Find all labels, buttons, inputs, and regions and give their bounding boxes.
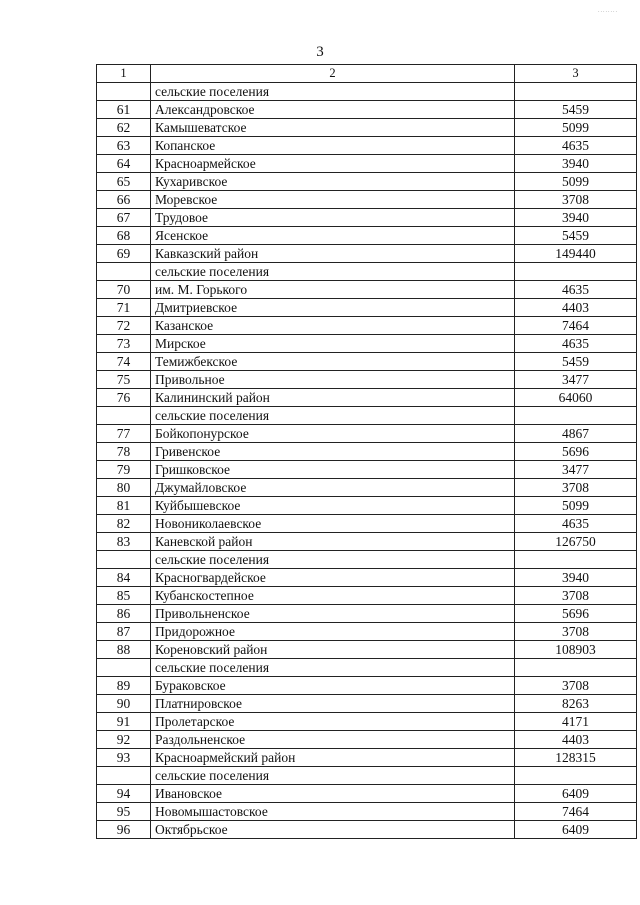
row-value: 5696	[515, 443, 637, 461]
row-number: 69	[97, 245, 151, 263]
row-value: 4635	[515, 335, 637, 353]
row-number: 64	[97, 155, 151, 173]
row-value	[515, 83, 637, 101]
row-name: Раздольненское	[151, 731, 515, 749]
row-name: Камышеватское	[151, 119, 515, 137]
table-row	[97, 299, 637, 317]
row-number	[97, 551, 151, 569]
row-number: 82	[97, 515, 151, 533]
row-value: 4867	[515, 425, 637, 443]
table-row	[97, 677, 637, 695]
table-row	[97, 227, 637, 245]
row-value: 3708	[515, 191, 637, 209]
row-value: 3708	[515, 587, 637, 605]
table-row	[97, 767, 637, 785]
row-name: Новомышастовское	[151, 803, 515, 821]
row-name: Каневской район	[151, 533, 515, 551]
row-number: 84	[97, 569, 151, 587]
row-name: Джумайловское	[151, 479, 515, 497]
table-row	[97, 659, 637, 677]
row-name: Привольненское	[151, 605, 515, 623]
row-name: Платнировское	[151, 695, 515, 713]
data-table	[96, 64, 637, 839]
row-value: 8263	[515, 695, 637, 713]
row-number: 85	[97, 587, 151, 605]
row-name: Ивановское	[151, 785, 515, 803]
table-row	[97, 281, 637, 299]
row-value: 6409	[515, 785, 637, 803]
row-value: 64060	[515, 389, 637, 407]
row-number: 79	[97, 461, 151, 479]
row-number: 91	[97, 713, 151, 731]
row-name: им. М. Горького	[151, 281, 515, 299]
row-value: 3708	[515, 623, 637, 641]
header-cell-1: 1	[97, 65, 151, 83]
table-row	[97, 515, 637, 533]
table-row	[97, 353, 637, 371]
table-row	[97, 371, 637, 389]
row-number: 94	[97, 785, 151, 803]
row-value: 108903	[515, 641, 637, 659]
row-value: 5459	[515, 101, 637, 119]
row-name: сельские поселения	[151, 767, 515, 785]
row-number: 73	[97, 335, 151, 353]
table-row	[97, 245, 637, 263]
row-value: 126750	[515, 533, 637, 551]
row-value	[515, 767, 637, 785]
row-number	[97, 407, 151, 425]
row-number: 96	[97, 821, 151, 839]
row-name: Дмитриевское	[151, 299, 515, 317]
row-number: 65	[97, 173, 151, 191]
table-row	[97, 605, 637, 623]
row-number: 61	[97, 101, 151, 119]
row-number: 71	[97, 299, 151, 317]
table-row	[97, 533, 637, 551]
row-name: сельские поселения	[151, 551, 515, 569]
row-value: 128315	[515, 749, 637, 767]
row-number: 70	[97, 281, 151, 299]
row-value: 3477	[515, 371, 637, 389]
table-row	[97, 623, 637, 641]
row-number: 76	[97, 389, 151, 407]
row-number: 87	[97, 623, 151, 641]
table-row	[97, 749, 637, 767]
table-row	[97, 137, 637, 155]
table-row	[97, 551, 637, 569]
row-number	[97, 83, 151, 101]
corner-mark: ........	[598, 8, 618, 14]
row-number: 72	[97, 317, 151, 335]
table-row	[97, 263, 637, 281]
row-name: Кореновский район	[151, 641, 515, 659]
row-value: 5459	[515, 227, 637, 245]
table-row	[97, 101, 637, 119]
table-row	[97, 119, 637, 137]
row-number: 62	[97, 119, 151, 137]
row-number: 93	[97, 749, 151, 767]
row-value: 4635	[515, 281, 637, 299]
table-row	[97, 497, 637, 515]
row-name: Красногвардейское	[151, 569, 515, 587]
row-number: 92	[97, 731, 151, 749]
row-name: сельские поселения	[151, 263, 515, 281]
row-name: Куйбышевское	[151, 497, 515, 515]
row-name: Бураковское	[151, 677, 515, 695]
header-cell-2: 2	[151, 65, 515, 83]
header-cell-3: 3	[515, 65, 637, 83]
row-name: Пролетарское	[151, 713, 515, 731]
table-row	[97, 695, 637, 713]
table-row	[97, 587, 637, 605]
row-name: Бойкопонурское	[151, 425, 515, 443]
row-number	[97, 767, 151, 785]
row-value: 7464	[515, 803, 637, 821]
row-name: Александровское	[151, 101, 515, 119]
row-number	[97, 659, 151, 677]
row-value: 3477	[515, 461, 637, 479]
row-value: 5099	[515, 173, 637, 191]
row-name: Придорожное	[151, 623, 515, 641]
row-value: 4635	[515, 137, 637, 155]
table-row	[97, 191, 637, 209]
table-row	[97, 389, 637, 407]
table-row	[97, 713, 637, 731]
row-name: сельские поселения	[151, 659, 515, 677]
row-name: Трудовое	[151, 209, 515, 227]
row-number	[97, 263, 151, 281]
table-row	[97, 407, 637, 425]
row-name: Ясенское	[151, 227, 515, 245]
table-row	[97, 335, 637, 353]
table-row	[97, 317, 637, 335]
row-value: 3940	[515, 209, 637, 227]
row-number: 83	[97, 533, 151, 551]
row-name: Калининский район	[151, 389, 515, 407]
row-number: 78	[97, 443, 151, 461]
row-name: Кавказский район	[151, 245, 515, 263]
page-number: 3	[316, 44, 324, 60]
row-number: 66	[97, 191, 151, 209]
row-value: 4403	[515, 299, 637, 317]
row-name: Привольное	[151, 371, 515, 389]
table-row	[97, 155, 637, 173]
row-value: 3708	[515, 677, 637, 695]
table-row	[97, 173, 637, 191]
table-row	[97, 83, 637, 101]
row-name: сельские поселения	[151, 83, 515, 101]
row-value: 3940	[515, 569, 637, 587]
row-name: Копанское	[151, 137, 515, 155]
row-value: 149440	[515, 245, 637, 263]
row-name: Кухаривское	[151, 173, 515, 191]
row-number: 74	[97, 353, 151, 371]
row-value: 4635	[515, 515, 637, 533]
row-name: Казанское	[151, 317, 515, 335]
row-value: 7464	[515, 317, 637, 335]
row-value: 3940	[515, 155, 637, 173]
row-number: 86	[97, 605, 151, 623]
table-row	[97, 443, 637, 461]
row-name: Кубанскостепное	[151, 587, 515, 605]
table-row	[97, 569, 637, 587]
row-value: 5099	[515, 119, 637, 137]
table-row	[97, 641, 637, 659]
table-row	[97, 803, 637, 821]
table-row	[97, 461, 637, 479]
table-row	[97, 479, 637, 497]
row-number: 88	[97, 641, 151, 659]
row-value: 3708	[515, 479, 637, 497]
table-header-row	[97, 65, 637, 83]
row-value	[515, 659, 637, 677]
row-number: 81	[97, 497, 151, 515]
table-row	[97, 821, 637, 839]
row-number: 63	[97, 137, 151, 155]
table-row	[97, 209, 637, 227]
row-number: 68	[97, 227, 151, 245]
row-value: 4403	[515, 731, 637, 749]
row-name: Мирское	[151, 335, 515, 353]
row-number: 77	[97, 425, 151, 443]
row-value: 5099	[515, 497, 637, 515]
row-value: 6409	[515, 821, 637, 839]
row-value	[515, 263, 637, 281]
row-number: 90	[97, 695, 151, 713]
row-number: 67	[97, 209, 151, 227]
row-name: Гривенское	[151, 443, 515, 461]
table-row	[97, 731, 637, 749]
row-value: 5459	[515, 353, 637, 371]
row-name: Красноармейский район	[151, 749, 515, 767]
row-value	[515, 407, 637, 425]
row-name: Октябрьское	[151, 821, 515, 839]
row-number: 80	[97, 479, 151, 497]
row-value: 4171	[515, 713, 637, 731]
row-name: Гришковское	[151, 461, 515, 479]
table-row	[97, 425, 637, 443]
row-name: сельские поселения	[151, 407, 515, 425]
row-name: Моревское	[151, 191, 515, 209]
row-name: Красноармейское	[151, 155, 515, 173]
row-name: Темижбекское	[151, 353, 515, 371]
row-number: 75	[97, 371, 151, 389]
row-value	[515, 551, 637, 569]
row-name: Новониколаевское	[151, 515, 515, 533]
row-value: 5696	[515, 605, 637, 623]
row-number: 89	[97, 677, 151, 695]
table-row	[97, 785, 637, 803]
row-number: 95	[97, 803, 151, 821]
